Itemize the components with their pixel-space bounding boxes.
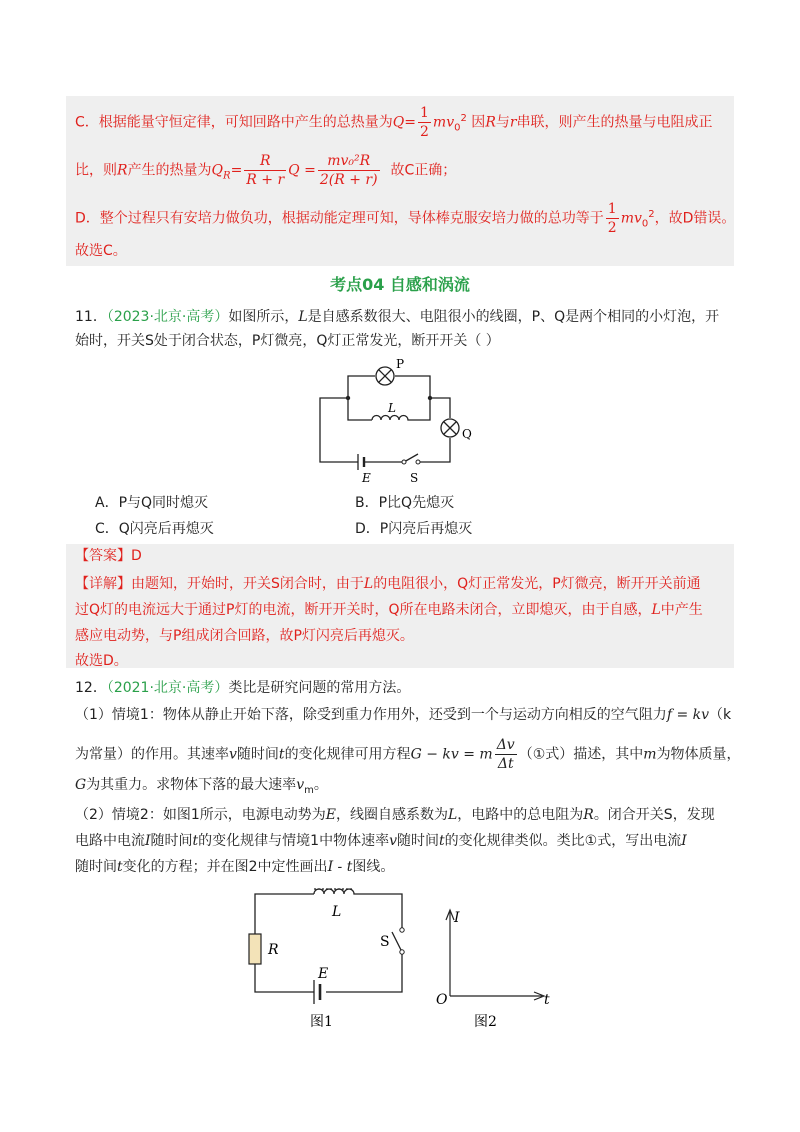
q12-p3: G为其重力。求物体下落的最大速率$v_m$。: [75, 777, 328, 796]
fraction-heat: $\frac{\text{mv₀²R}}{2(R + r)}$: [319, 153, 378, 188]
q12-p1: （1）情境1：物体从静止开始下落，除受到重力作用外，还受到一个与运动方向相反的空气阻力f = kv（k: [75, 707, 732, 723]
q11-line2: 始时，开关S处于闭合状态，P灯微亮，Q灯正常发光，断开开关（ ）: [75, 333, 500, 349]
fig1-caption: 图1: [310, 1014, 333, 1030]
option-b: B．P比Q先熄灭: [355, 495, 455, 511]
fig2-label-t: t: [544, 992, 550, 1008]
fraction-r-over-rr: $\frac{R}{R + r}$: [246, 153, 285, 188]
q11-line1: 11．（2023·北京·高考）如图所示，L是自感系数很大、电阻很小的线圈，P、Q是两个相同的小灯泡，开: [75, 309, 720, 325]
option-d-line1: D．整个过程只有安培力做负功，根据动能定理可知，导体棒克服安培力做的总功等于 $\frac{1}{2}$ $mv_0^2$，故D错误。: [75, 201, 736, 236]
q11-detail-line4: 故选D。: [75, 653, 128, 669]
fig1-label-r: R: [268, 942, 279, 958]
fig-label-p: P: [396, 358, 405, 371]
option-c-line1: C．根据能量守恒定律，可知回路中产生的总热量为Q= $\frac{1}{2}$ $mv_0^2$ 因R与r串联，则产生的热量与电阻成正: [75, 105, 713, 140]
fraction-dv-dt: $\frac{\Delta v}{\Delta t}$: [496, 737, 515, 772]
fig1-circuit: [240, 880, 420, 1050]
fig-label-e: E: [362, 471, 371, 485]
q12-q2-line3: 随时间t变化的方程；并在图2中定性画出I - t图线。: [75, 859, 395, 875]
q12-q2-line2: 电路中电流I随时间t的变化规律与情境1中物体速率v随时间t的变化规律类似。类比①式，写出电流I: [75, 833, 687, 849]
q11-detail-line3: 感应电动势，与P组成闭合回路，故P灯闪亮后再熄灭。: [75, 628, 414, 644]
fig1-label-s: S: [380, 934, 390, 950]
fig-label-q: Q: [462, 427, 472, 441]
fig2-label-i: I: [454, 910, 460, 926]
q11-circuit-figure: [310, 358, 490, 486]
fraction-half-d: $\frac{1}{2}$: [607, 201, 617, 236]
q12-line1: 12．（2021·北京·高考）类比是研究问题的常用方法。: [75, 680, 411, 696]
fig-label-s: S: [410, 471, 419, 485]
q12-q2-line1: （2）情境2：如图1所示，电源电动势为E，线圈自感系数为L，电路中的总电阻为R。闭合开关S，发现: [75, 807, 715, 823]
option-a: A．P与Q同时熄灭: [95, 495, 209, 511]
option-c-line2: 比，则R产生的热量为$Q_R=$ $\frac{R}{R + r}$ Q = $\frac{\text{mv₀²R}}{2(R + r)}$ 故C正确；: [75, 153, 457, 188]
fig2-caption: 图2: [474, 1014, 497, 1030]
section-title: 考点04 自感和涡流: [330, 275, 470, 294]
fig2-label-o: O: [436, 992, 448, 1008]
fig1-label-l: L: [332, 904, 342, 920]
q11-answer: 【答案】D: [75, 548, 142, 564]
option-c: C．Q闪亮后再熄灭: [95, 521, 214, 537]
fig-label-l: L: [388, 401, 396, 415]
q11-detail-line1: 【详解】由题知，开始时，开关S闭合时，由于L的电阻很小，Q灯正常发光，P灯微亮，断开开关前通: [75, 576, 701, 592]
q11-detail-line2: 过Q灯的电流远大于通过P灯的电流，断开开关时，Q所在电路未闭合，立即熄灭，由于自感，L中产生: [75, 602, 703, 618]
fig1-label-e: E: [318, 966, 329, 982]
q12-p2: 为常量）的作用。其速率v随时间t的变化规律可用方程G − kv = m $\frac{\Delta v}{\Delta t}$ （①式）描述，其中m为物体质量，: [75, 737, 741, 772]
fig2-axes: [430, 900, 560, 1050]
option-d: D．P闪亮后再熄灭: [355, 521, 473, 537]
fraction-half: $\frac{1}{2}$: [420, 105, 429, 140]
option-d-line2: 故选C。: [75, 243, 127, 259]
